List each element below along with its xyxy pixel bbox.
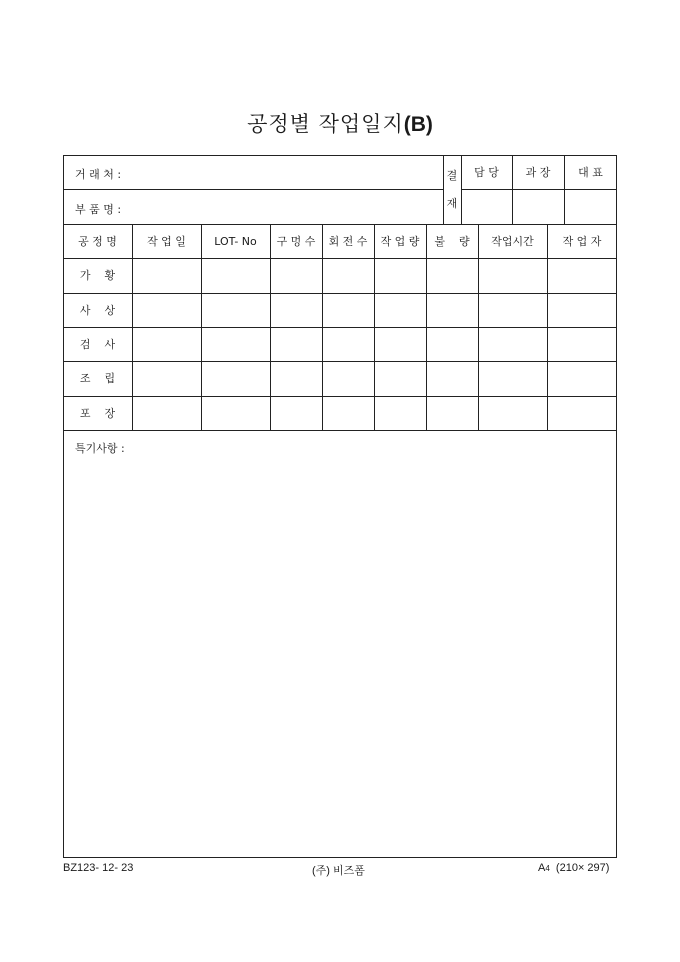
company-name: (주) 비즈폼 xyxy=(312,865,365,877)
table-row-line xyxy=(63,430,617,431)
column-header: 작업시간 xyxy=(491,235,534,248)
column-header: 작 업 일 xyxy=(147,235,186,248)
table-row-line xyxy=(63,293,617,294)
column-header: 공 정 명 xyxy=(78,235,117,248)
client-label: 거 래 처 : xyxy=(75,168,122,181)
column-header: 회 전 수 xyxy=(328,235,368,248)
table-row-line xyxy=(63,327,617,328)
remarks-label: 특기사항 : xyxy=(75,442,125,455)
approval-label-bottom: 재 xyxy=(446,197,458,210)
form-code: BZ123- 12- 23 xyxy=(63,862,134,874)
process-row-label: 검 사 xyxy=(79,338,116,351)
table-row-line xyxy=(63,258,617,259)
approver-manager: 과 장 xyxy=(525,166,551,179)
column-header: 구 멍 수 xyxy=(276,235,316,248)
column-header: 작 업 량 xyxy=(380,235,420,248)
form-frame xyxy=(63,155,617,858)
table-row-line xyxy=(63,361,617,362)
table-row-line xyxy=(63,396,617,397)
process-row-label: 가 황 xyxy=(79,269,116,282)
part-name-label: 부 품 명 : xyxy=(75,203,122,216)
column-header: 작 업 자 xyxy=(562,235,602,248)
paper-size: A4 (210× 297) xyxy=(538,862,610,874)
process-row-label: 사 상 xyxy=(79,304,116,317)
process-row-label: 포 장 xyxy=(79,407,116,420)
process-row-label: 조 립 xyxy=(79,372,116,385)
column-header: 불 량 xyxy=(434,235,470,248)
page-title: 공정별 작업일지(B) xyxy=(247,112,433,136)
column-header: LOT- No xyxy=(214,234,257,248)
approver-ceo: 대 표 xyxy=(578,166,603,179)
approver-staff: 담 당 xyxy=(474,166,499,179)
approval-label-top: 결 xyxy=(446,169,458,182)
